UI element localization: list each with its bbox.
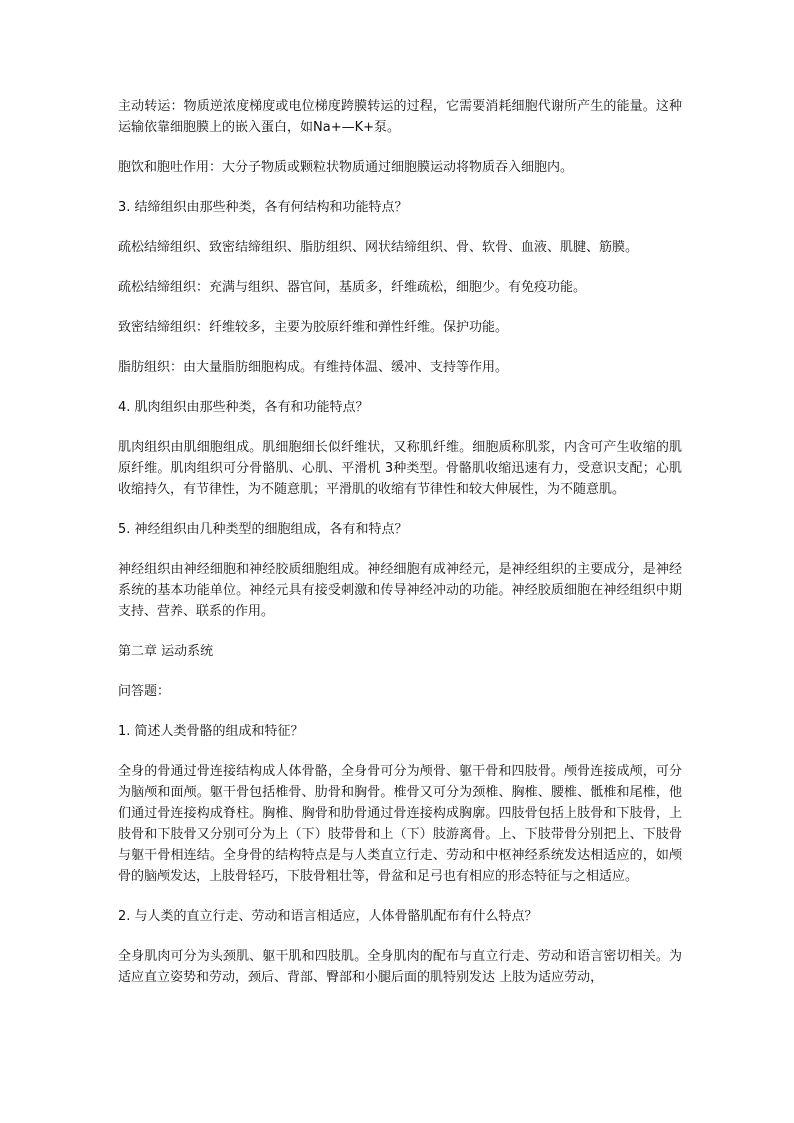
paragraph-nervous-tissue: 神经组织由神经细胞和神经胶质细胞组成。神经细胞有成神经元，是神经组织的主要成分，是神经系统的基本功能单位。神经元具有接受刺激和传导神经冲动的功能。神经胶质细胞在神经组织中期支持、营养、联系的作用。 xyxy=(118,562,682,619)
question-5: 5. 神经组织由几种类型的细胞组成，各有和特点？ xyxy=(118,522,408,537)
paragraph-pinocytosis: 胞饮和胞吐作用：大分子物质或颗粒状物质通过细胞膜运动将物质吞入细胞内。 xyxy=(118,160,574,175)
paragraph-adipose: 脂肪组织：由大量脂肪细胞构成。有维持体温、缓冲、支持等作用。 xyxy=(118,360,509,375)
question-3: 3. 结缔组织由那些种类，各有何结构和功能特点？ xyxy=(118,200,408,215)
paragraph-connective-types: 疏松结缔组织、致密结缔组织、脂肪组织、网状结缔组织、骨、软骨、血液、肌腱、筋膜。 xyxy=(118,240,639,255)
section-qa-heading: 问答题： xyxy=(118,684,171,699)
question-2: 2. 与人类的直立行走、劳动和语言相适应，人体骨骼肌配布有什么特点？ xyxy=(118,909,538,924)
paragraph-active-transport: 主动转运：物质逆浓度梯度或电位梯度跨膜转运的过程，它需要消耗细胞代谢所产生的能量。这种运输依靠细胞膜上的嵌入蛋白，如Na+—K+泵。 xyxy=(118,99,682,135)
paragraph-loose-connective: 疏松结缔组织：充满与组织、器官间，基质多，纤维疏松，细胞少。有免疫功能。 xyxy=(118,280,587,295)
question-1: 1. 简述人类骨骼的组成和特征？ xyxy=(118,724,304,739)
paragraph-skeleton: 全身的骨通过骨连接结构成人体骨骼，全身骨可分为颅骨、躯干骨和四肢骨。颅骨连接成颅，可分为脑颅和面颅。躯干骨包括椎骨、肋骨和胸骨。椎骨又可分为颈椎、胸椎、腰椎、骶椎和尾椎，他们通过骨连接构成脊柱。胸椎、胸骨和肋骨通过骨连接构成胸廓。四肢骨包括上肢骨和下肢骨，上肢骨和下肢骨又分别可分为上（下）肢带骨和上（下）肢游离骨。上、下肢带骨分别把上、下肢骨与躯干骨相连结。全身骨的结构特点是与人类直立行走、劳动和中枢神经系统发达相适应的，如颅骨的脑颅发达，上肢骨轻巧，下肢骨粗壮等，骨盆和足弓也有相应的形态特征与之相适应。 xyxy=(118,764,682,884)
document-page xyxy=(118,96,682,988)
chapter-heading: 第二章 运动系统 xyxy=(118,644,214,659)
paragraph-dense-connective: 致密结缔组织：纤维较多，主要为胶原纤维和弹性纤维。保护功能。 xyxy=(118,320,509,335)
question-4: 4. 肌肉组织由那些种类，各有和功能特点？ xyxy=(118,400,369,415)
paragraph-muscle-tissue: 肌肉组织由肌细胞组成。肌细胞细长似纤维状，又称肌纤维。细胞质称肌浆，内含可产生收缩的肌原纤维。肌肉组织可分骨骼肌、心肌、平滑机 3种类型。骨骼肌收缩迅速有力，受意识支配；心肌收缩持久，有节律性，为不随意肌；平滑肌的收缩有节律性和较大伸展性，为不随意肌。 xyxy=(118,440,682,497)
paragraph-muscle-distribution: 全身肌肉可分为头颈肌、躯干肌和四肢肌。全身肌肉的配布与直立行走、劳动和语言密切相关。为适应直立姿势和劳动，颈后、背部、臀部和小腿后面的肌特别发达 上肢为适应劳动， xyxy=(118,949,682,985)
